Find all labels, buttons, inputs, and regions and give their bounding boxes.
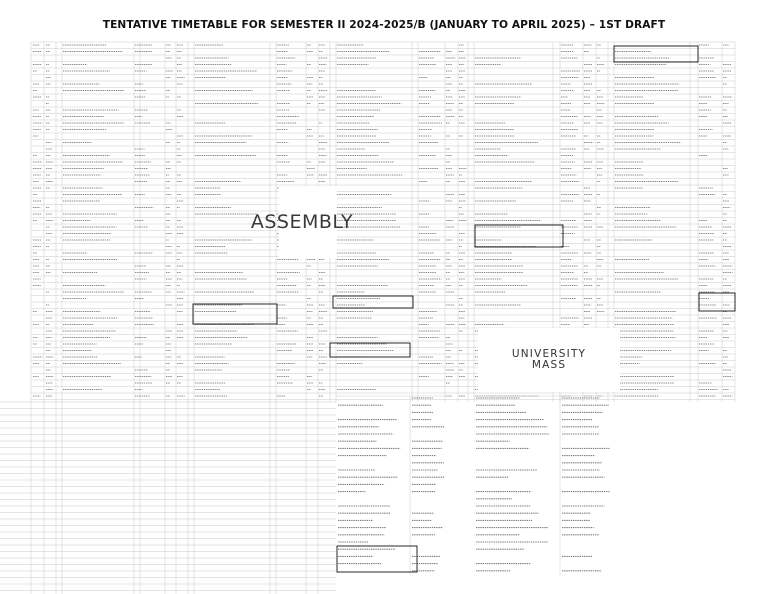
timetable-title: TENTATIVE TIMETABLE FOR SEMESTER II 2024-2025/B (JANUARY TO APRIL 2025) – 1ST DRAFT (102, 19, 666, 31)
university-mass-line1: UNIVERSITY (511, 348, 587, 360)
assembly-label: ASSEMBLY (250, 211, 354, 233)
university-mass-line2: MASS (531, 359, 567, 371)
university-mass-block (478, 328, 620, 392)
